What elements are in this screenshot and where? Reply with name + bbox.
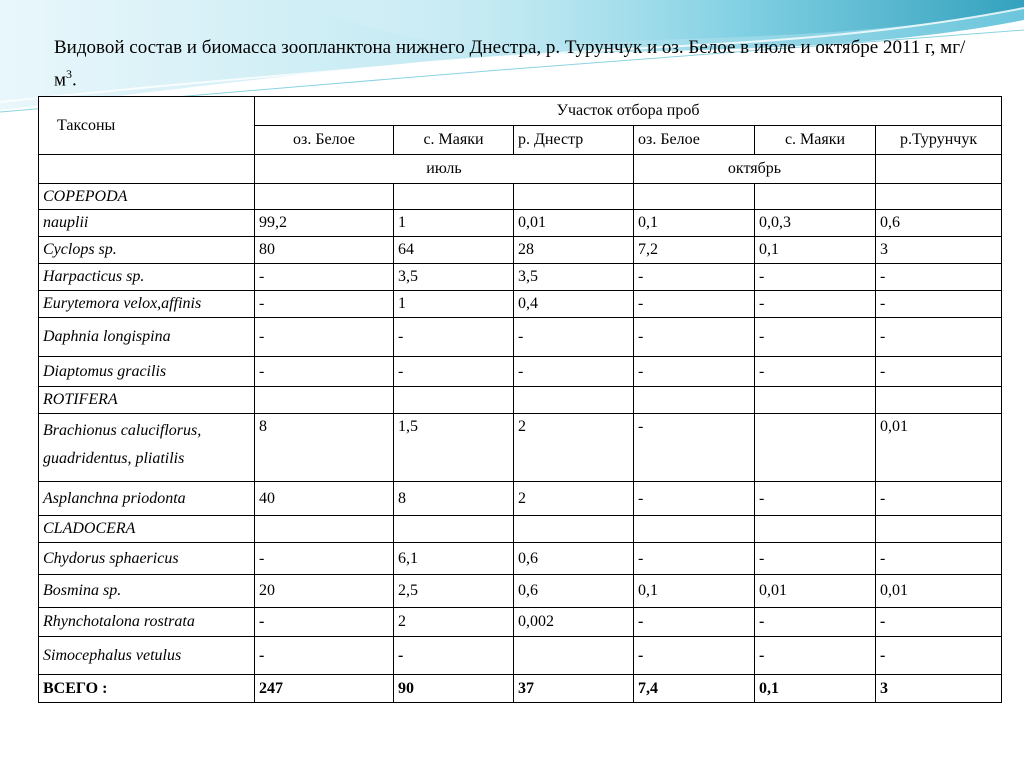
table-row xyxy=(39,210,1002,237)
value-cell: - xyxy=(876,543,1002,575)
value-cell: - xyxy=(876,291,1002,318)
value-cell: 0,1 xyxy=(634,575,755,608)
table-row xyxy=(39,482,1002,516)
table-row xyxy=(39,608,1002,637)
value-cell: - xyxy=(255,318,394,357)
value-cell: 3 xyxy=(876,237,1002,264)
value-cell: 3,5 xyxy=(514,264,634,291)
group-rotifera: ROTIFERA xyxy=(39,387,255,414)
value-cell: - xyxy=(755,482,876,516)
value-cell: - xyxy=(876,637,1002,675)
header-sampling-site: Участок отбора проб xyxy=(255,97,1002,126)
value-cell: - xyxy=(755,637,876,675)
table-row xyxy=(39,357,1002,387)
table-row xyxy=(39,318,1002,357)
value-cell xyxy=(755,414,876,482)
value-cell: 99,2 xyxy=(255,210,394,237)
value-cell: - xyxy=(514,357,634,387)
value-cell: - xyxy=(755,291,876,318)
table-row xyxy=(39,291,1002,318)
value-cell: - xyxy=(876,264,1002,291)
header-empty xyxy=(39,155,255,184)
title-superscript: 3 xyxy=(66,67,73,81)
title-end: . xyxy=(72,69,77,91)
value-cell: - xyxy=(876,482,1002,516)
value-cell: 80 xyxy=(255,237,394,264)
value-cell: 0,01 xyxy=(876,575,1002,608)
value-cell: 28 xyxy=(514,237,634,264)
zooplankton-table xyxy=(38,96,1002,703)
header-taxa: Таксоны xyxy=(39,97,255,155)
value-cell: 1,5 xyxy=(394,414,514,482)
value-cell: 0,6 xyxy=(514,543,634,575)
value-cell: - xyxy=(255,608,394,637)
header-site: р. Днестр xyxy=(514,126,634,155)
header-site: с. Маяки xyxy=(755,126,876,155)
value-cell: - xyxy=(255,543,394,575)
value-cell: 6,1 xyxy=(394,543,514,575)
value-cell: - xyxy=(634,291,755,318)
value-cell: 8 xyxy=(255,414,394,482)
value-cell: 2 xyxy=(514,414,634,482)
taxon-name: Daphnia longispina xyxy=(39,318,255,357)
value-cell: - xyxy=(394,637,514,675)
taxon-name: Diaptomus gracilis xyxy=(39,357,255,387)
value-cell: 2,5 xyxy=(394,575,514,608)
value-cell: 7,2 xyxy=(634,237,755,264)
value-cell: 2 xyxy=(514,482,634,516)
value-cell: - xyxy=(634,357,755,387)
value-cell: - xyxy=(255,637,394,675)
value-cell: - xyxy=(755,543,876,575)
table-row xyxy=(39,575,1002,608)
taxon-name: Eurytemora velox,affinis xyxy=(39,291,255,318)
value-cell: - xyxy=(755,608,876,637)
total-row xyxy=(39,675,1002,703)
value-cell: - xyxy=(394,318,514,357)
value-cell: 40 xyxy=(255,482,394,516)
table-row xyxy=(39,264,1002,291)
taxon-name-line-1: Brachionus caluciflorus, xyxy=(43,422,202,439)
table-row xyxy=(39,543,1002,575)
value-cell: 64 xyxy=(394,237,514,264)
value-cell: 8 xyxy=(394,482,514,516)
value-cell: - xyxy=(755,318,876,357)
group-cladocera: CLADOCERA xyxy=(39,516,255,543)
value-cell: - xyxy=(394,357,514,387)
header-site: оз. Белое xyxy=(255,126,394,155)
value-cell: 1 xyxy=(394,210,514,237)
value-cell: 0,6 xyxy=(514,575,634,608)
header-site: оз. Белое xyxy=(634,126,755,155)
value-cell: 0,01 xyxy=(514,210,634,237)
taxon-name: Asplanchna priodonta xyxy=(39,482,255,516)
value-cell: - xyxy=(876,357,1002,387)
value-cell: 0,1 xyxy=(755,237,876,264)
value-cell: 0,4 xyxy=(514,291,634,318)
taxon-name-line-2: guadridentus, pliatilis xyxy=(43,450,185,467)
taxon-name xyxy=(39,414,255,482)
value-cell: - xyxy=(634,608,755,637)
total-value: 0,1 xyxy=(755,675,876,703)
header-site: р.Турунчук xyxy=(876,126,1002,155)
value-cell: - xyxy=(255,357,394,387)
header-empty xyxy=(876,155,1002,184)
total-label: ВСЕГО : xyxy=(39,675,255,703)
total-value: 90 xyxy=(394,675,514,703)
header-month-october: октябрь xyxy=(634,155,876,184)
value-cell: 20 xyxy=(255,575,394,608)
taxon-name: Bosmina sp. xyxy=(39,575,255,608)
total-value: 7,4 xyxy=(634,675,755,703)
value-cell: - xyxy=(634,543,755,575)
value-cell: 0,6 xyxy=(876,210,1002,237)
taxon-name: nauplii xyxy=(39,210,255,237)
value-cell: 0,01 xyxy=(876,414,1002,482)
value-cell: - xyxy=(876,318,1002,357)
value-cell xyxy=(514,637,634,675)
value-cell: 0,01 xyxy=(755,575,876,608)
value-cell: - xyxy=(634,264,755,291)
table-row xyxy=(39,414,1002,482)
value-cell: - xyxy=(634,414,755,482)
group-copepoda: COPEPODA xyxy=(39,184,255,210)
title-text: Видовой состав и биомасса зоопланктона нижнего Днестра, р. Турунчук и оз. Белое в июле и октябре 2011 г, мг/м xyxy=(54,37,966,91)
total-value: 3 xyxy=(876,675,1002,703)
value-cell: - xyxy=(255,264,394,291)
total-value: 247 xyxy=(255,675,394,703)
taxon-name: Harpacticus sp. xyxy=(39,264,255,291)
table-row xyxy=(39,237,1002,264)
taxon-name: Rhynchotalona rostrata xyxy=(39,608,255,637)
header-month-july: июль xyxy=(255,155,634,184)
value-cell: 0,0,3 xyxy=(755,210,876,237)
value-cell: - xyxy=(514,318,634,357)
taxon-name: Cyclops sp. xyxy=(39,237,255,264)
value-cell: - xyxy=(634,637,755,675)
value-cell: 1 xyxy=(394,291,514,318)
value-cell: 0,002 xyxy=(514,608,634,637)
value-cell: - xyxy=(876,608,1002,637)
value-cell: 3,5 xyxy=(394,264,514,291)
value-cell: - xyxy=(634,482,755,516)
total-value: 37 xyxy=(514,675,634,703)
slide-title xyxy=(54,34,984,93)
value-cell: - xyxy=(755,264,876,291)
value-cell: - xyxy=(255,291,394,318)
value-cell: - xyxy=(634,318,755,357)
value-cell: - xyxy=(755,357,876,387)
table-row xyxy=(39,637,1002,675)
value-cell: 2 xyxy=(394,608,514,637)
taxon-name: Chydorus sphaericus xyxy=(39,543,255,575)
value-cell: 0,1 xyxy=(634,210,755,237)
header-site: с. Маяки xyxy=(394,126,514,155)
taxon-name: Simocephalus vetulus xyxy=(39,637,255,675)
